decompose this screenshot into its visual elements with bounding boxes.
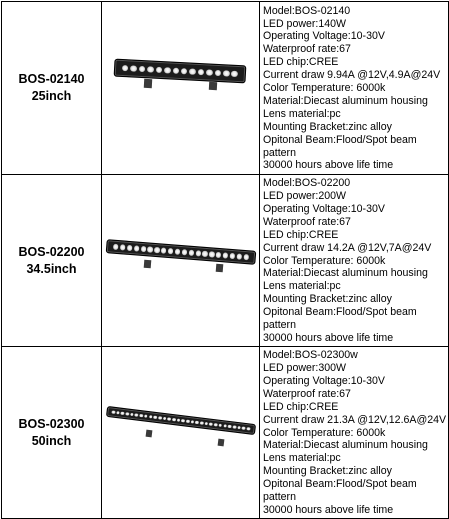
spec-line: pattern <box>263 146 296 159</box>
spec-line: LED chip:CREE <box>263 400 339 413</box>
model-size: 25inch <box>31 89 72 103</box>
spec-line: Color Temperature: 6000k <box>263 426 386 439</box>
spec-line: Color Temperature: 6000k <box>263 254 386 267</box>
spec-line: Model:BOS-02140 <box>263 4 351 17</box>
spec-line: Mounting Bracket:zinc alloy <box>263 120 392 133</box>
led-lens-icon <box>223 253 229 259</box>
spec-line: Opitonal Beam:Flood/Spot beam <box>263 306 417 319</box>
led-lens-icon <box>135 413 139 417</box>
led-lens-icon <box>242 426 246 430</box>
product-row <box>2 347 449 519</box>
spec-line: Current draw 14.2A @12V,7A@24V <box>263 241 432 254</box>
led-lens-icon <box>154 247 160 253</box>
led-lens-icon <box>198 69 205 76</box>
led-lens-icon <box>214 423 218 427</box>
led-lens-icon <box>116 411 120 415</box>
product-spec-table <box>1 1 449 519</box>
led-lens-icon <box>130 65 137 72</box>
spec-line: Material:Diecast aluminum housing <box>263 267 428 280</box>
led-lens-icon <box>243 254 249 260</box>
led-lens-icon <box>147 66 154 73</box>
led-lens-icon <box>189 68 196 75</box>
spec-line: Operating Voltage:10-30V <box>263 202 385 215</box>
led-lens-icon <box>223 424 227 428</box>
led-lens-icon <box>162 416 166 420</box>
spec-line: Waterproof rate:67 <box>263 215 351 228</box>
led-lens-icon <box>130 412 134 416</box>
led-lens-icon <box>113 244 119 250</box>
led-lens-icon <box>176 418 180 422</box>
spec-line: Lens material:pc <box>263 452 341 465</box>
led-lens-icon <box>246 427 250 431</box>
led-lens-icon <box>186 419 190 423</box>
spec-line: pattern <box>263 491 296 504</box>
product-row <box>2 2 449 175</box>
led-light-bar-34-5inch-icon <box>106 245 256 271</box>
model-cell <box>2 175 102 347</box>
spec-line: LED chip:CREE <box>263 56 339 69</box>
spec-line: pattern <box>263 319 296 332</box>
led-lens-icon <box>120 245 126 251</box>
led-lens-icon <box>195 420 199 424</box>
spec-line: Lens material:pc <box>263 107 341 120</box>
led-lens-icon <box>139 414 143 418</box>
specs-cell <box>260 347 449 519</box>
spec-line: Opitonal Beam:Flood/Spot beam <box>263 133 417 146</box>
spec-line: Waterproof rate:67 <box>263 387 351 400</box>
led-lens-icon <box>164 67 171 74</box>
led-lens-icon <box>140 246 146 252</box>
led-lens-icon <box>216 252 222 258</box>
led-lens-icon <box>149 415 153 419</box>
led-lens-icon <box>122 65 129 72</box>
spec-line: Model:BOS-02200 <box>263 177 351 190</box>
led-lens-icon <box>181 419 185 423</box>
led-lens-icon <box>237 426 241 430</box>
led-lens-icon <box>181 68 188 75</box>
led-lens-icon <box>168 248 174 254</box>
model-number: BOS-02300 <box>18 416 85 431</box>
spec-line: Operating Voltage:10-30V <box>263 374 385 387</box>
led-lens-icon <box>182 249 188 255</box>
led-lens-icon <box>206 69 213 76</box>
led-lens-icon <box>125 412 129 416</box>
led-lens-icon <box>214 70 221 77</box>
led-lens-icon <box>161 248 167 254</box>
spec-line: Color Temperature: 6000k <box>263 82 386 95</box>
spec-line: Waterproof rate:67 <box>263 43 351 56</box>
led-lens-icon <box>121 411 125 415</box>
led-lens-icon <box>172 418 176 422</box>
spec-line: 30000 hours above life time <box>263 159 394 172</box>
led-lens-icon <box>204 422 208 426</box>
led-lens-icon <box>232 425 236 429</box>
led-lens-icon <box>167 417 171 421</box>
spec-line: Mounting Bracket:zinc alloy <box>263 465 392 478</box>
led-lens-icon <box>158 416 162 420</box>
led-lens-icon <box>231 70 238 77</box>
spec-line: 30000 hours above life time <box>263 331 394 344</box>
product-row <box>2 175 449 347</box>
spec-line: Material:Diecast aluminum housing <box>263 94 428 107</box>
led-lens-icon <box>175 249 181 255</box>
spec-line: Current draw 9.94A @12V,4.9A@24V <box>263 69 441 82</box>
led-lens-icon <box>218 423 222 427</box>
spec-line: LED power:200W <box>263 190 347 203</box>
product-image-cell <box>102 347 260 519</box>
led-light-bar-25inch-icon <box>114 62 246 90</box>
led-lens-icon <box>156 66 163 73</box>
spec-line: Lens material:pc <box>263 280 341 293</box>
specs-cell <box>260 175 449 347</box>
led-lens-icon <box>223 70 230 77</box>
led-lens-icon <box>147 247 153 253</box>
spec-line: Operating Voltage:10-30V <box>263 30 385 43</box>
model-number: BOS-02140 <box>18 72 85 86</box>
led-lens-icon <box>190 420 194 424</box>
led-lens-icon <box>127 245 133 251</box>
led-lens-icon <box>200 421 204 425</box>
spec-line: Model:BOS-02300w <box>263 349 358 362</box>
spec-line: 30000 hours above life time <box>263 503 394 516</box>
led-lens-icon <box>230 253 236 259</box>
spec-line: Mounting Bracket:zinc alloy <box>263 293 392 306</box>
led-lens-icon <box>209 252 215 258</box>
led-lens-icon <box>236 254 242 260</box>
led-lens-icon <box>139 66 146 73</box>
product-image-cell <box>102 2 260 175</box>
model-size: 34.5inch <box>26 261 77 276</box>
specs-cell <box>260 2 449 175</box>
product-image-cell <box>102 175 260 347</box>
led-lens-icon <box>144 414 148 418</box>
model-cell <box>2 2 102 175</box>
spec-line: Opitonal Beam:Flood/Spot beam <box>263 478 417 491</box>
model-cell <box>2 347 102 519</box>
spec-line: LED chip:CREE <box>263 228 339 241</box>
led-lens-icon <box>134 246 140 252</box>
led-lens-icon <box>209 422 213 426</box>
spec-line: Material:Diecast aluminum housing <box>263 439 428 452</box>
spec-line: LED power:300W <box>263 362 347 375</box>
model-size: 50inch <box>31 433 72 448</box>
led-lens-icon <box>111 410 115 414</box>
led-lens-icon <box>172 67 179 74</box>
led-light-bar-50inch-icon <box>106 415 256 447</box>
model-number: BOS-02200 <box>18 244 85 259</box>
led-lens-icon <box>188 250 194 256</box>
led-lens-icon <box>228 424 232 428</box>
led-lens-icon <box>195 250 201 256</box>
led-lens-icon <box>153 415 157 419</box>
spec-line: LED power:140W <box>263 17 347 30</box>
spec-line: Current draw 21.3A @12V,12.6A@24V <box>263 413 447 426</box>
led-lens-icon <box>202 251 208 257</box>
